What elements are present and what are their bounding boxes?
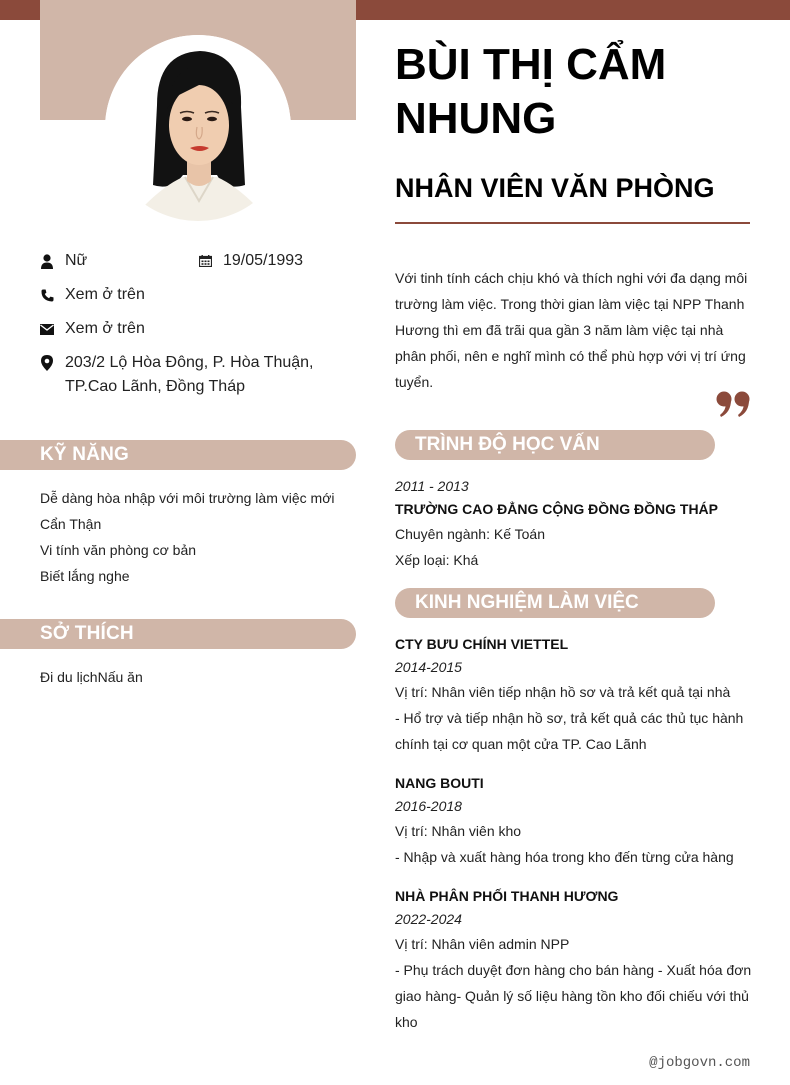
company-name: NHÀ PHÂN PHỐI THANH HƯƠNG bbox=[395, 888, 619, 904]
profile-photo bbox=[105, 35, 291, 221]
education-entry bbox=[395, 475, 755, 573]
hobbies-title: SỞ THÍCH bbox=[40, 623, 134, 644]
phone-value: Xem ở trên bbox=[65, 286, 145, 303]
hobbies-text: Đi du lịchNấu ăn bbox=[40, 669, 143, 685]
skill-item: Dễ dàng hòa nhập với môi trường làm việc mới bbox=[40, 490, 335, 506]
career-summary: Với tinh tính cách chịu khó và thích nghi với đa dạng môi trường làm việc. Trong thời gian làm việc tại NPP Thanh Hương thì em đã trãi qua gần 3 năm làm việc tại nhà phân phối, nên e nghĩ mình có thể phù hợp với vị trí ứng tuyển. bbox=[395, 270, 748, 390]
experience-position: Vị trí: Nhân viên tiếp nhận hồ sơ và trả kết quả tại nhà bbox=[395, 684, 731, 700]
calendar-icon bbox=[198, 249, 212, 273]
title-divider bbox=[395, 222, 750, 224]
phone-icon bbox=[40, 283, 54, 307]
skill-item: Cẩn Thận bbox=[40, 516, 102, 532]
experience-position: Vị trí: Nhân viên kho bbox=[395, 823, 522, 839]
birthdate-row bbox=[198, 249, 303, 273]
skill-item: Vi tính văn phòng cơ bản bbox=[40, 542, 197, 558]
education-grade: Xếp loại: Khá bbox=[395, 552, 479, 568]
experience-period: 2016-2018 bbox=[395, 798, 462, 814]
experience-period: 2014-2015 bbox=[395, 659, 462, 675]
job-title: NHÂN VIÊN VĂN PHÒNG bbox=[395, 173, 715, 203]
experience-section-header bbox=[395, 588, 715, 618]
education-major: Chuyên ngành: Kế Toán bbox=[395, 526, 545, 542]
experience-description: - Hổ trợ và tiếp nhận hồ sơ, trả kết quả các thủ tục hành chính tại cơ quan một cửa TP. Cao Lãnh bbox=[395, 710, 744, 752]
email-row bbox=[40, 317, 145, 341]
address-row bbox=[40, 351, 330, 399]
envelope-icon bbox=[40, 317, 54, 341]
experience-position: Vị trí: Nhân viên admin NPP bbox=[395, 936, 570, 952]
experience-title: KINH NGHIỆM LÀM VIỆC bbox=[415, 592, 639, 613]
avatar bbox=[105, 35, 291, 221]
skill-item: Biết lắng nghe bbox=[40, 568, 130, 584]
education-title: TRÌNH ĐỘ HỌC VẤN bbox=[415, 434, 600, 455]
experience-entry bbox=[395, 772, 755, 870]
email-value: Xem ở trên bbox=[65, 320, 145, 337]
hobbies-section-header bbox=[0, 619, 356, 649]
gender-row bbox=[40, 249, 87, 273]
experience-period: 2022-2024 bbox=[395, 911, 462, 927]
skills-section-header bbox=[0, 440, 356, 470]
phone-row bbox=[40, 283, 145, 307]
experience-entry bbox=[395, 633, 755, 757]
watermark: @jobgovn.com bbox=[649, 1055, 750, 1071]
school-name: TRƯỜNG CAO ĐẲNG CỘNG ĐỒNG ĐỒNG THÁP bbox=[395, 501, 718, 517]
birthdate-value: 19/05/1993 bbox=[223, 252, 304, 269]
address-value: 203/2 Lộ Hòa Đông, P. Hòa Thuận, TP.Cao Lãnh, Đồng Tháp bbox=[65, 354, 314, 395]
company-name: CTY BƯU CHÍNH VIETTEL bbox=[395, 636, 569, 652]
skills-list bbox=[40, 485, 335, 589]
candidate-name: BÙI THỊ CẨM NHUNG bbox=[395, 40, 667, 143]
company-name: NANG BOUTI bbox=[395, 775, 484, 791]
skills-title: KỸ NĂNG bbox=[40, 444, 130, 465]
education-section-header bbox=[395, 430, 715, 460]
experience-description: - Nhập và xuất hàng hóa trong kho đến từng cửa hàng bbox=[395, 849, 734, 865]
gender-value: Nữ bbox=[65, 252, 88, 269]
education-period: 2011 - 2013 bbox=[395, 478, 469, 494]
experience-description: - Phụ trách duyệt đơn hàng cho bán hàng - Xuất hóa đơn giao hàng- Quản lý số liệu hàng tồn kho đối chiếu với thủ kho bbox=[395, 962, 752, 1030]
quote-icon bbox=[716, 390, 752, 418]
experience-entry bbox=[395, 885, 755, 1035]
map-pin-icon bbox=[40, 351, 54, 375]
person-icon bbox=[40, 249, 54, 273]
